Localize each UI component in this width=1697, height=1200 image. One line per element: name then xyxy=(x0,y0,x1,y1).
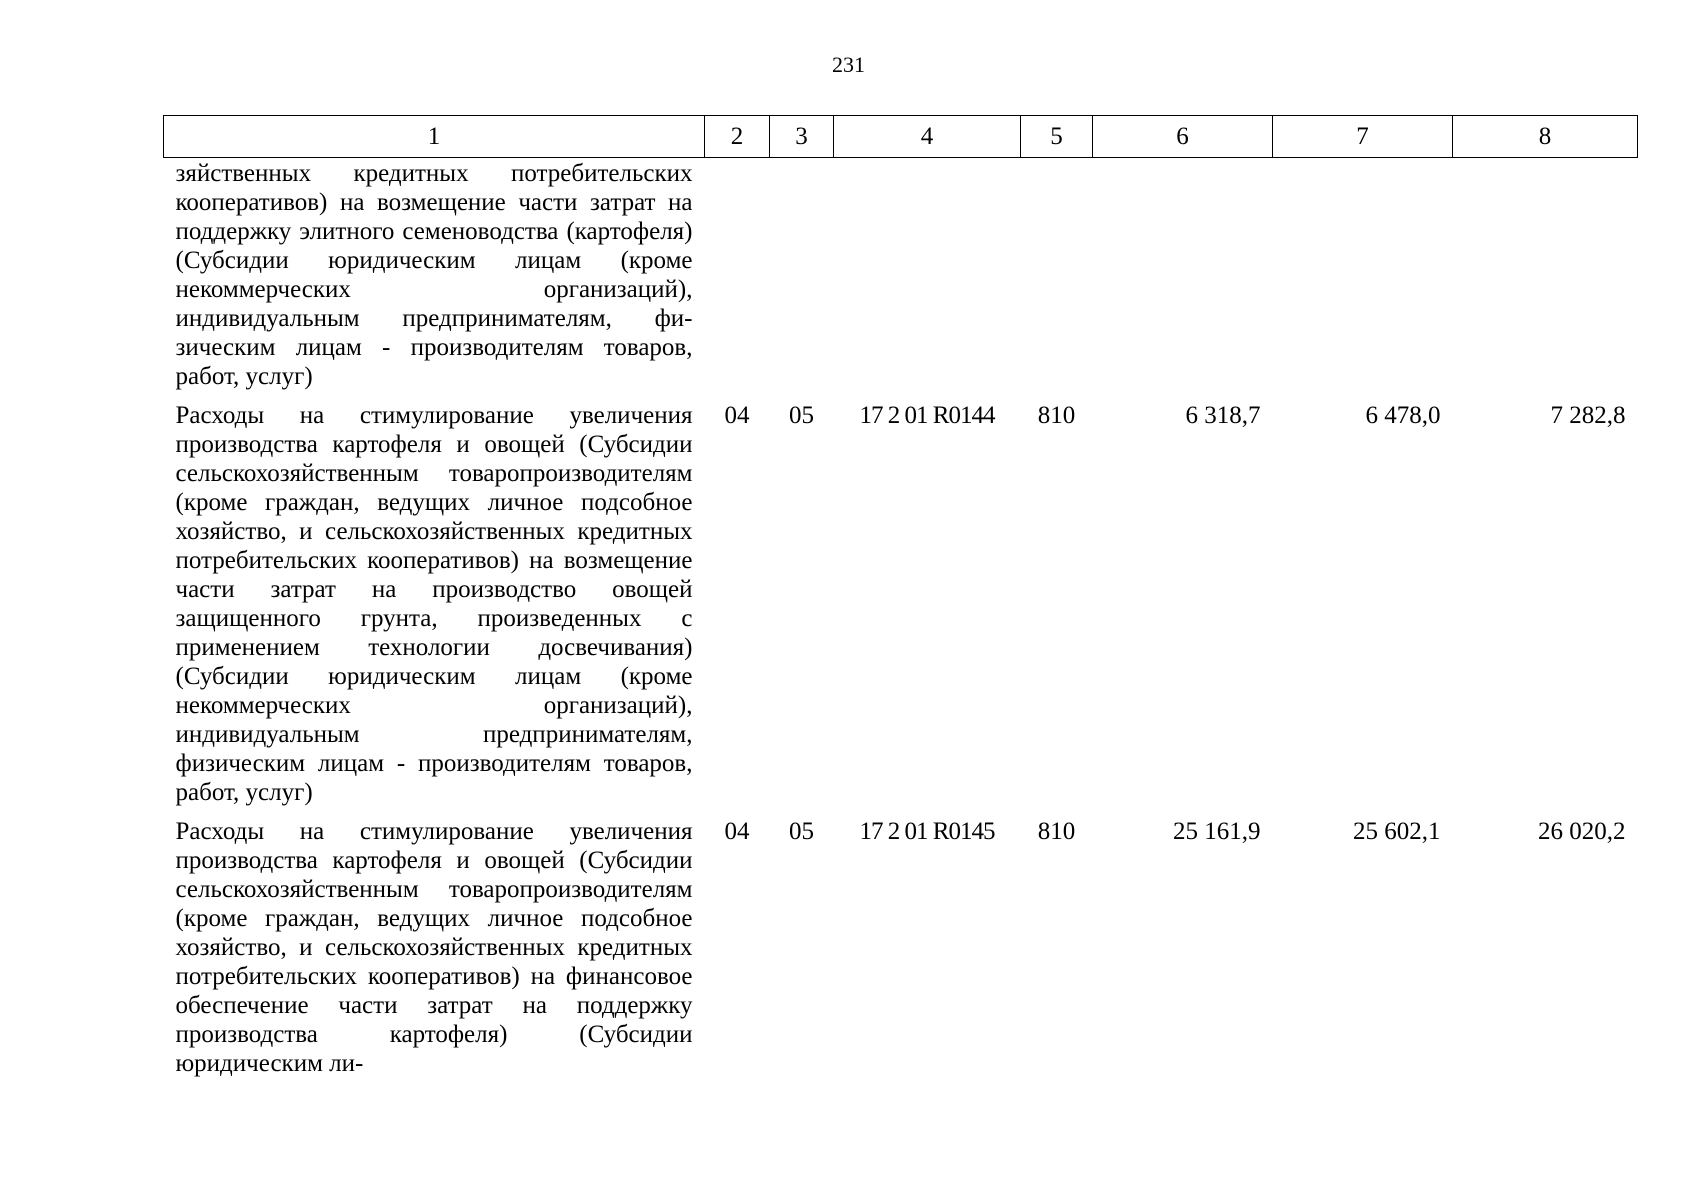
table-row xyxy=(164,158,1638,392)
row-description: зяйственных кредитных потребительских кооперативов) на возмещение части затрат на поддержку элитного семеноводства (картофеля) (Субсидии юридическим лицам (кроме некоммерческих организаций), индивидуальным предпринимателям, физическим лицам - производителям товаров, работ, услуг) xyxy=(175,160,693,390)
column-header-1: 1 xyxy=(164,116,705,158)
amount-col6 xyxy=(1093,158,1273,392)
column-header-7: 7 xyxy=(1273,116,1453,158)
amount-col6: 6 318,7 xyxy=(1185,402,1261,429)
section-code: 04 xyxy=(724,402,750,429)
section-code xyxy=(705,158,770,392)
amount-col8 xyxy=(1453,158,1638,392)
subsection-code: 05 xyxy=(789,818,814,845)
header-row xyxy=(164,116,1638,158)
column-header-4: 4 xyxy=(834,116,1021,158)
expense-type-code: 810 xyxy=(1037,818,1076,845)
subsection-code: 05 xyxy=(789,402,814,429)
amount-col8: 26 020,2 xyxy=(1538,818,1626,845)
expense-type-code: 810 xyxy=(1037,402,1076,429)
row-description: Расходы на стимулирование увеличения производства картофеля и овощей (Субсидии сельскохозяйственным товаропроизводителям (кроме граждан, ведущих личное подсобное хозяйство, и сельскохозяйственных кредитных потребительских кооперативов) на финансовое обеспечение части затрат на поддержку производства картофеля) (Субсидии юридическим ли- xyxy=(175,818,693,1077)
section-code: 04 xyxy=(724,818,750,845)
target-article-code xyxy=(834,158,1021,392)
page-number: 231 xyxy=(832,52,865,77)
amount-col8: 7 282,8 xyxy=(1550,402,1626,429)
subsection-code xyxy=(770,158,834,392)
column-header-6: 6 xyxy=(1093,116,1273,158)
expense-type-code xyxy=(1021,158,1093,392)
column-header-8: 8 xyxy=(1453,116,1638,158)
table-row xyxy=(164,391,1638,807)
amount-col7: 6 478,0 xyxy=(1365,402,1441,429)
amount-col7 xyxy=(1273,158,1453,392)
amount-col7: 25 602,1 xyxy=(1353,818,1441,845)
row-description: Расходы на стимулирование увеличения производства картофеля и овощей (Субсидии сельскохозяйственным товаропроизводителям (кроме граждан, ведущих личное подсобное хозяйство, и сельскохозяйственных кредитных потребительских кооперативов) на возмещение части затрат на производство овощей защищенного грунта, произведенных с применением технологии досвечивания) (Субсидии юридическим лицам (кроме некоммерческих организаций), индивидуальным предпринимателям, физическим лицам - производителям товаров, работ, услуг) xyxy=(175,402,693,806)
column-header-3: 3 xyxy=(770,116,834,158)
column-header-2: 2 xyxy=(705,116,770,158)
target-article-code: 17 2 01 R0144 xyxy=(859,402,995,429)
target-article-code: 17 2 01 R0145 xyxy=(859,818,995,845)
amount-col6: 25 161,9 xyxy=(1173,818,1261,845)
table-row xyxy=(164,807,1638,1078)
column-header-5: 5 xyxy=(1021,116,1093,158)
budget-table xyxy=(163,115,1638,1078)
